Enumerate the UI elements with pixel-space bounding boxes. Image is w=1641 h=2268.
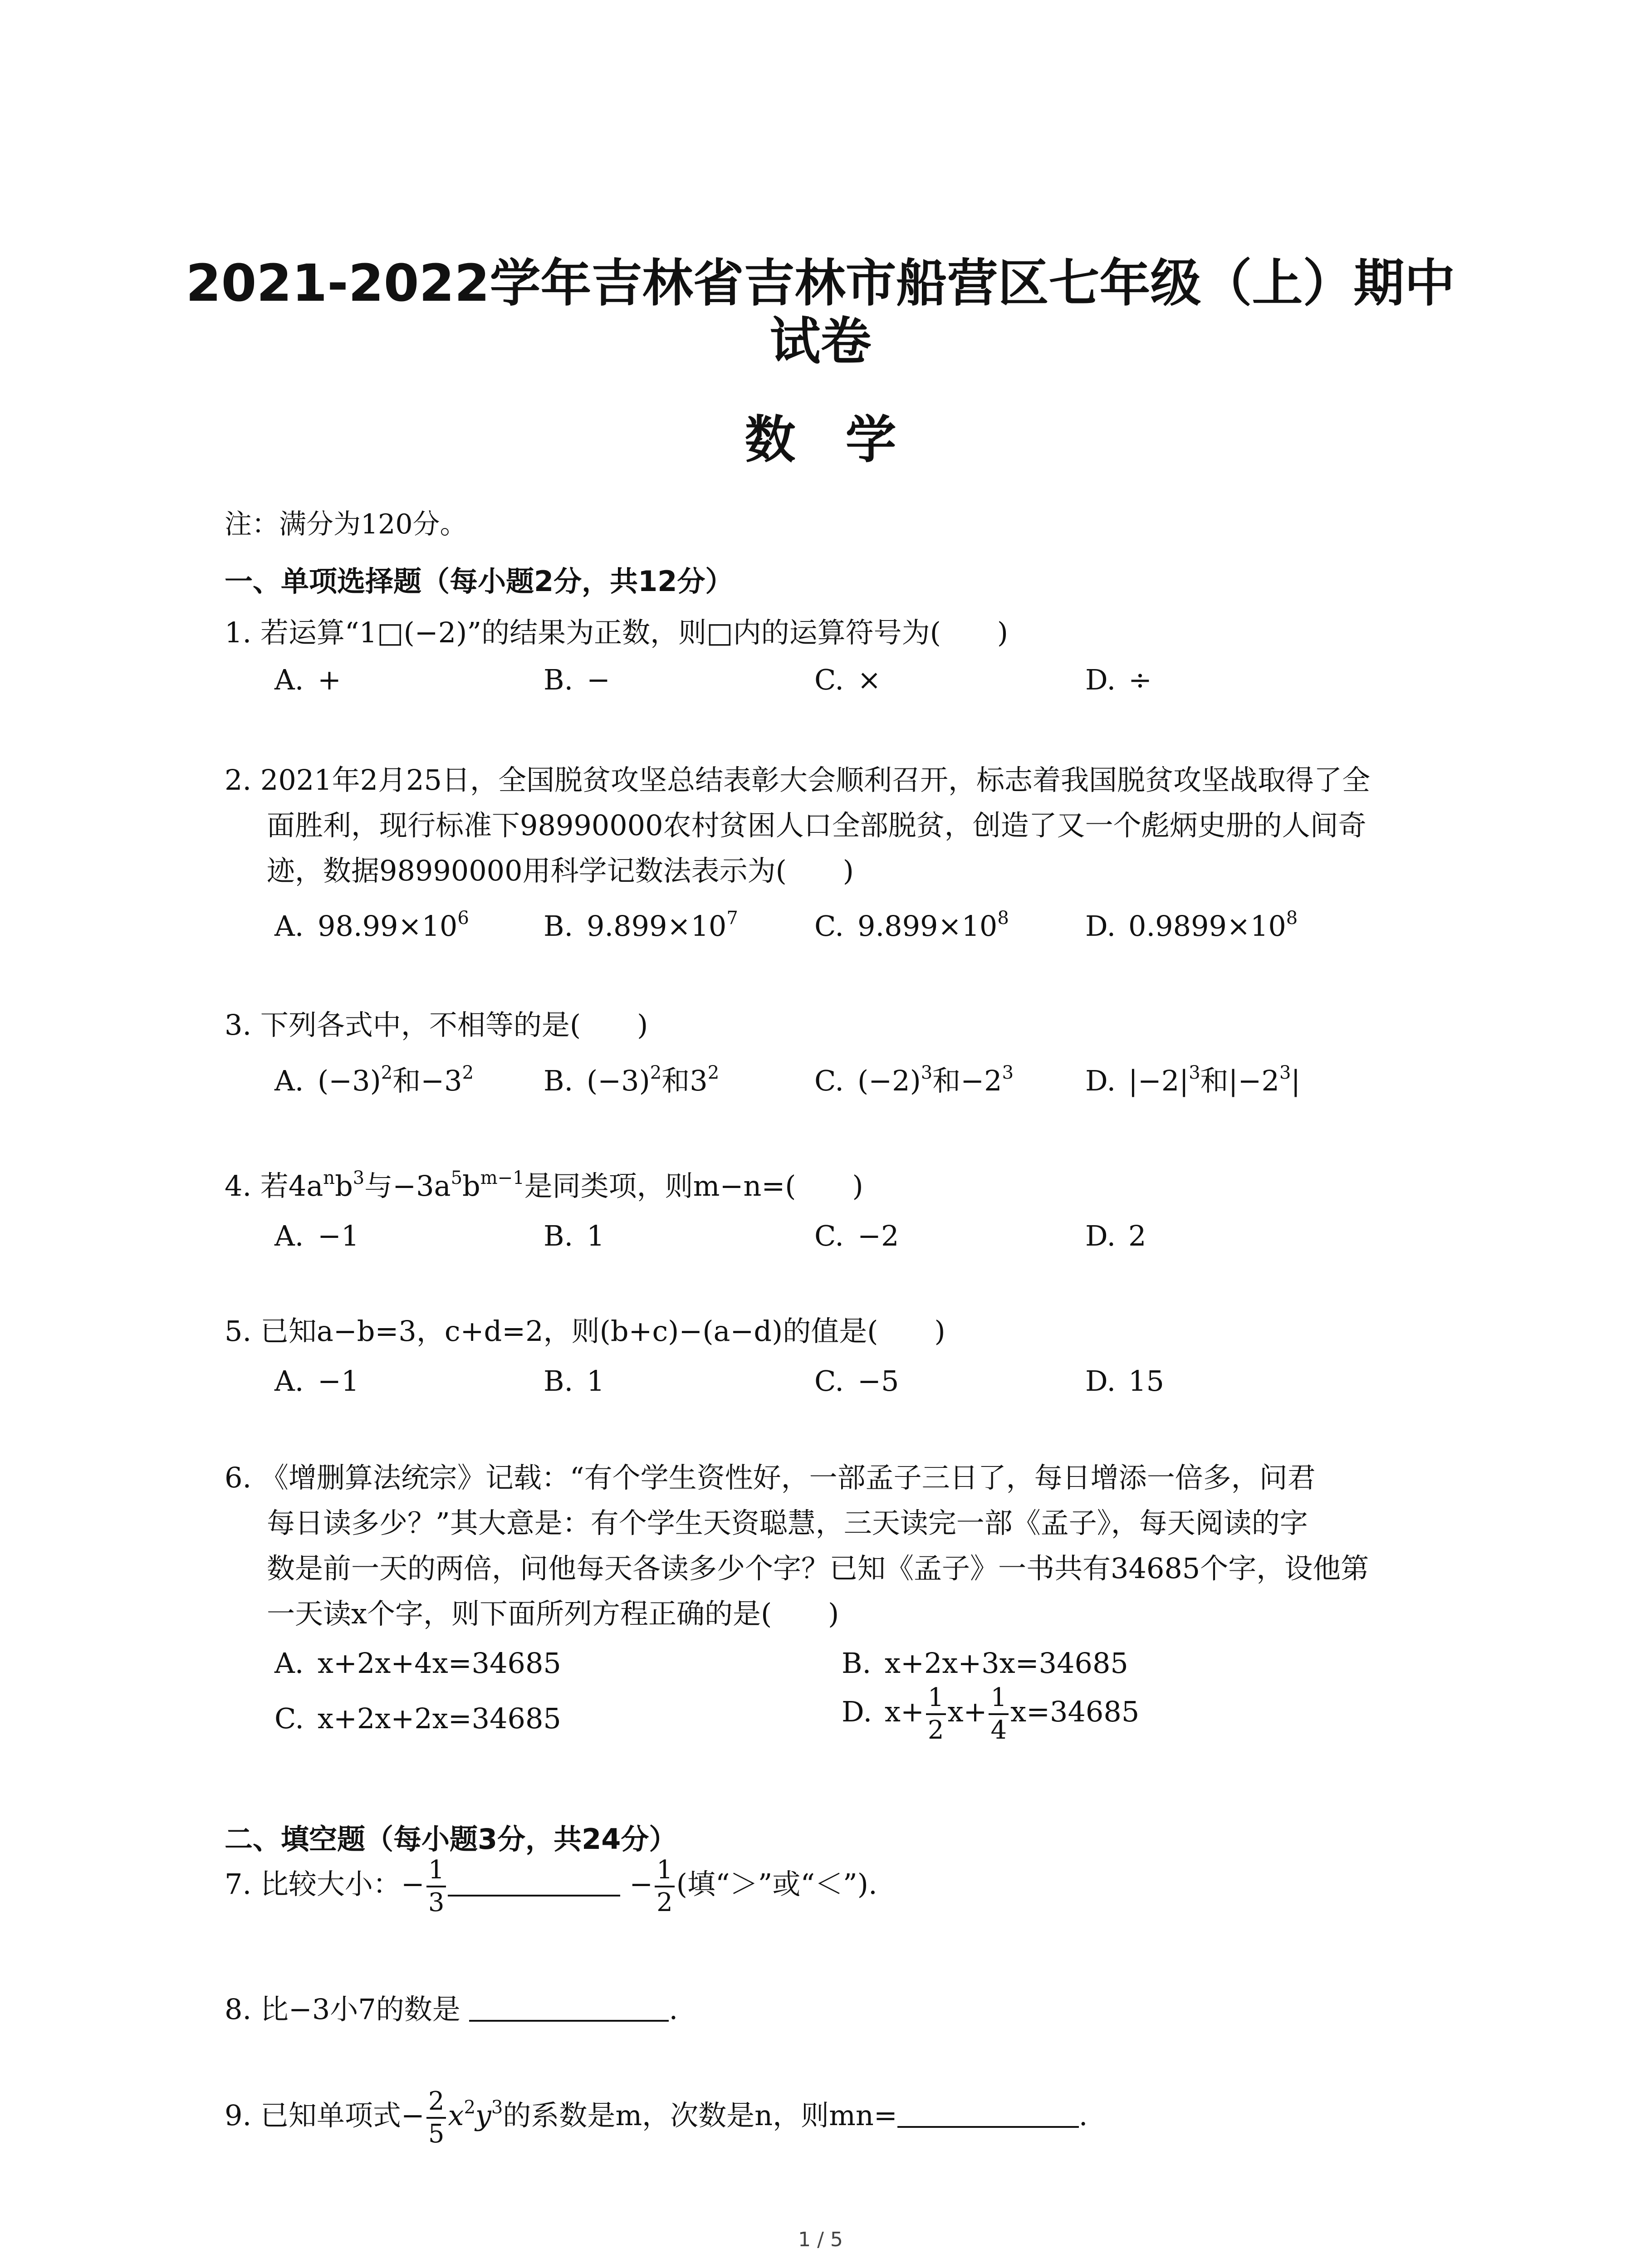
question-2-line2: 面胜利，现行标准下98990000农村贫困人口全部脱贫，创造了又一个彪炳史册的人间奇: [267, 809, 1367, 842]
answer-blank[interactable]: [469, 1993, 669, 2022]
question-number: 9.: [225, 2099, 252, 2132]
option-base: 9.899×10: [857, 909, 998, 943]
option-b: [544, 909, 738, 943]
numerator: 2: [426, 2089, 446, 2119]
question-text: (填“＞”或“＜”).: [676, 1867, 877, 1901]
question-number: 3.: [225, 1008, 252, 1041]
option-c: [814, 663, 881, 696]
expr-part: x+: [885, 1695, 924, 1729]
question-number: 5.: [225, 1315, 252, 1348]
option-text: −: [587, 663, 610, 696]
fraction: [426, 2089, 446, 2147]
expr-exponent: 2: [462, 1062, 474, 1083]
option-base: 9.899×10: [587, 909, 727, 943]
expr-part: 和−3: [392, 1064, 462, 1097]
question-text: 的系数是m，次数是n，则mn=: [503, 2099, 897, 2132]
expr-part: b: [462, 1169, 480, 1202]
option-base: 0.9899×10: [1128, 909, 1286, 943]
expr-part: b: [335, 1169, 353, 1202]
question-6: [225, 1455, 1316, 1501]
section-heading-choice: 一、单项选择题（每小题2分，共12分）: [225, 565, 734, 598]
option-a: [274, 663, 341, 696]
expr-part: 若4a: [260, 1169, 323, 1202]
expr-exponent: 3: [921, 1062, 933, 1083]
option-d: [1085, 663, 1152, 696]
fraction: [655, 1857, 675, 1916]
expr-part: |: [1291, 1064, 1301, 1097]
expr-exponent: 3: [353, 1168, 365, 1188]
option-c: [274, 1702, 561, 1735]
expr-part: 和3: [661, 1064, 708, 1097]
subject-heading: 数学: [745, 411, 946, 469]
fraction: [926, 1685, 946, 1743]
option-exponent: 8: [1286, 908, 1298, 929]
option-text: −1: [318, 1364, 359, 1398]
question-end: .: [1078, 2099, 1088, 2132]
question-number: 4.: [225, 1169, 252, 1202]
option-d: [1085, 1058, 1300, 1099]
option-label: B.: [544, 1219, 573, 1252]
option-d: [1085, 1364, 1164, 1398]
option-text: 2: [1128, 1219, 1146, 1252]
option-b: [544, 663, 610, 696]
option-b: [842, 1647, 1128, 1680]
variable: x: [448, 2099, 464, 2132]
option-a: [274, 1219, 359, 1252]
option-a: [274, 1647, 561, 1680]
option-base: 98.99×10: [318, 909, 458, 943]
option-a: [274, 1058, 474, 1099]
question-number: 6.: [225, 1461, 252, 1494]
option-label: D.: [842, 1695, 872, 1729]
fraction: [989, 1685, 1009, 1743]
variable: y: [475, 2099, 491, 2132]
option-d: [1085, 909, 1298, 943]
option-exponent: 8: [997, 908, 1009, 929]
question-number: 8.: [225, 1993, 252, 2026]
option-label: D.: [1085, 1219, 1116, 1252]
question-7: [225, 1857, 877, 1916]
option-label: C.: [814, 1219, 844, 1252]
option-label: D.: [1085, 1364, 1116, 1398]
question-text: 已知a−b=3，c+d=2，则(b+c)−(a−d)的值是( ): [260, 1315, 945, 1348]
question-1: [225, 610, 1008, 655]
option-label: B.: [544, 1364, 573, 1398]
question-number: 1.: [225, 616, 252, 649]
expr-part: (−2): [857, 1064, 921, 1097]
option-d: [1085, 1219, 1146, 1252]
option-text: −5: [857, 1364, 899, 1398]
option-text: 1: [587, 1219, 605, 1252]
expr-part: 和|−2: [1200, 1064, 1279, 1097]
question-5: [225, 1309, 945, 1354]
option-c: [814, 1364, 899, 1398]
option-b: [544, 1058, 719, 1099]
numerator: 1: [426, 1857, 446, 1887]
page-number: 1 / 5: [798, 2228, 843, 2251]
question-text: 是同类项，则m−n=( ): [524, 1169, 863, 1202]
question-text-line1: 2021年2月25日，全国脱贫攻坚总结表彰大会顺利召开，标志着我国脱贫攻坚战取得了全: [260, 763, 1370, 797]
option-label: D.: [1085, 663, 1116, 696]
option-text: x+2x+2x=34685: [318, 1702, 561, 1735]
option-text: 1: [587, 1364, 605, 1398]
option-label: C.: [814, 1364, 844, 1398]
expr-part: (−3): [587, 1064, 650, 1097]
question-6-line3: 数是前一天的两倍，问他每天各读多少个字？已知《孟子》一书共有34685个字，设他第: [267, 1552, 1369, 1585]
option-a: [274, 1364, 359, 1398]
option-a: [274, 909, 469, 943]
question-2: [225, 758, 1370, 803]
option-label: C.: [814, 1064, 844, 1097]
option-text: −2: [857, 1219, 899, 1252]
option-label: C.: [814, 663, 844, 696]
numerator: 1: [989, 1685, 1009, 1715]
answer-blank[interactable]: [448, 1867, 620, 1897]
option-label: D.: [1085, 1064, 1116, 1097]
expr-exponent: 2: [650, 1062, 662, 1083]
option-label: B.: [544, 1064, 573, 1097]
option-label: D.: [1085, 909, 1116, 943]
expr-part: x=34685: [1010, 1695, 1140, 1729]
option-exponent: 7: [726, 908, 738, 929]
section-heading-fill: 二、填空题（每小题3分，共24分）: [225, 1823, 677, 1856]
expr-exponent: 3: [1189, 1062, 1200, 1083]
option-label: A.: [274, 1364, 304, 1398]
question-text: 下列各式中，不相等的是( ): [260, 1008, 648, 1041]
expr-part: 与−3a: [364, 1169, 451, 1202]
expr-part: 和−2: [932, 1064, 1002, 1097]
page-title-line2: 试卷: [769, 312, 872, 371]
option-text: 15: [1128, 1364, 1164, 1398]
denominator: 5: [428, 2119, 445, 2149]
fraction: [426, 1857, 446, 1916]
option-label: C.: [814, 909, 844, 943]
question-4: [225, 1163, 863, 1209]
expr-exponent: 2: [707, 1062, 720, 1083]
expr-part: (−3): [318, 1064, 381, 1097]
question-number: 2.: [225, 763, 252, 797]
option-text: x+2x+4x=34685: [318, 1647, 561, 1680]
question-text: 比−3小7的数是: [260, 1993, 460, 2026]
option-label: A.: [274, 1647, 304, 1680]
question-text: 若运算“1□(−2)”的结果为正数，则□内的运算符号为( ): [260, 616, 1009, 649]
question-6-line4: 一天读x个字，则下面所列方程正确的是( ): [267, 1597, 839, 1630]
answer-blank[interactable]: [897, 2099, 1079, 2128]
expr-exponent: 2: [381, 1062, 393, 1083]
denominator: 4: [990, 1716, 1007, 1745]
option-d: [842, 1685, 1139, 1743]
option-text: −1: [318, 1219, 359, 1252]
question-6-line2: 每日读多少？”其大意是：有个学生天资聪慧，三天读完一部《孟子》，每天阅读的字: [267, 1506, 1308, 1540]
option-label: A.: [274, 663, 304, 696]
option-text: +: [318, 663, 341, 696]
expr-exponent: 2: [464, 2097, 475, 2118]
question-3: [225, 1002, 648, 1048]
question-8: [225, 1987, 678, 2032]
expr-exponent: 5: [451, 1168, 463, 1188]
expr-part: −: [629, 1867, 653, 1901]
option-text: ×: [857, 663, 881, 696]
question-text: 比较大小：−: [260, 1867, 425, 1901]
expr-exponent: 3: [491, 2097, 503, 2118]
option-label: A.: [274, 909, 304, 943]
option-label: A.: [274, 1064, 304, 1097]
option-label: B.: [544, 663, 573, 696]
option-c: [814, 909, 1009, 943]
question-text-line1: 《增删算法统宗》记载：“有个学生资性好，一部孟子三日了，每日增添一倍多，问君: [260, 1461, 1316, 1494]
option-text: ÷: [1128, 663, 1152, 696]
denominator: 2: [927, 1716, 944, 1745]
page-title-line1: 2021-2022学年吉林省吉林市船营区七年级（上）期中: [186, 254, 1455, 313]
numerator: 1: [926, 1685, 946, 1715]
option-label: A.: [274, 1219, 304, 1252]
option-b: [544, 1219, 604, 1252]
option-exponent: 6: [457, 908, 469, 929]
denominator: 2: [656, 1888, 673, 1917]
question-end: .: [669, 1993, 678, 2026]
expr-part: |−2|: [1128, 1064, 1189, 1097]
option-c: [814, 1058, 1014, 1099]
expr-exponent: 3: [1002, 1062, 1014, 1083]
expr-exponent: m−1: [480, 1168, 524, 1188]
question-number: 7.: [225, 1867, 252, 1901]
denominator: 3: [428, 1888, 445, 1917]
question-2-line3: 迹，数据98990000用科学记数法表示为( ): [267, 854, 854, 887]
numerator: 1: [655, 1857, 675, 1887]
question-9: [225, 2089, 1088, 2147]
expr-exponent: 3: [1279, 1062, 1291, 1083]
option-text: x+2x+3x=34685: [885, 1647, 1128, 1680]
option-label: B.: [544, 909, 573, 943]
option-label: B.: [842, 1647, 872, 1680]
option-c: [814, 1219, 899, 1252]
question-text: 已知单项式−: [260, 2099, 425, 2132]
expr-part: x+: [947, 1695, 987, 1729]
option-b: [544, 1364, 604, 1398]
score-note: 注：满分为120分。: [225, 508, 467, 540]
option-label: C.: [274, 1702, 304, 1735]
expr-exponent: n: [323, 1168, 335, 1188]
